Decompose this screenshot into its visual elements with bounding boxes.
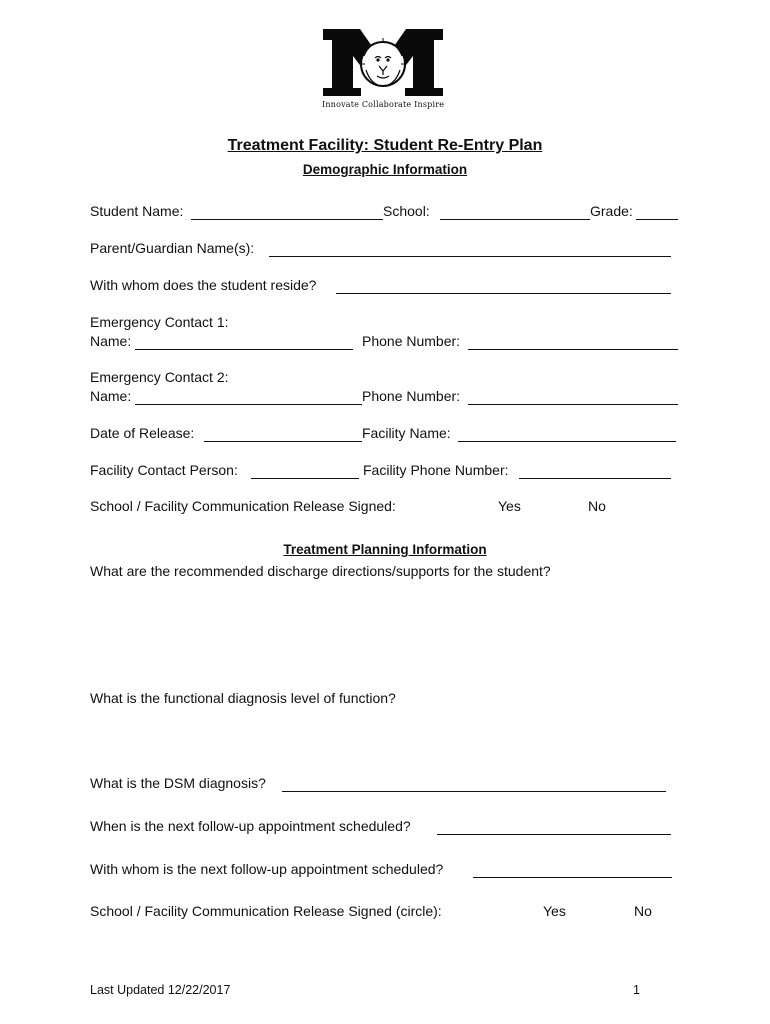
dsm-field[interactable] xyxy=(282,791,666,792)
emergency-contact-2-heading: Emergency Contact 2: xyxy=(90,369,229,385)
date-of-release-field[interactable] xyxy=(204,441,362,442)
grade-field[interactable] xyxy=(636,219,678,220)
emergency-contact-1-name-label: Name: xyxy=(90,333,132,349)
school-logo xyxy=(320,26,446,112)
facility-name-label: Facility Name: xyxy=(362,425,451,441)
emergency-contact-2-phone-label: Phone Number: xyxy=(362,388,461,404)
emergency-contact-2-name-label: Name: xyxy=(90,388,132,404)
question-discharge: What are the recommended discharge directions/supports for the student? xyxy=(90,563,551,579)
emergency-contact-2-phone-field[interactable] xyxy=(468,404,678,405)
page-number: 1 xyxy=(633,983,640,997)
grade-label: Grade: xyxy=(590,203,633,219)
student-name-field[interactable] xyxy=(191,219,383,220)
facility-phone-field[interactable] xyxy=(519,478,671,479)
emergency-contact-1-phone-field[interactable] xyxy=(468,349,678,350)
emergency-contact-1-name-field[interactable] xyxy=(135,349,353,350)
followup-whom-field[interactable] xyxy=(473,877,672,878)
release-signed-label: School / Facility Communication Release Signed: xyxy=(90,498,396,514)
release-circle-yes[interactable]: Yes xyxy=(543,903,566,919)
question-dsm: What is the DSM diagnosis? xyxy=(90,775,266,791)
question-followup-when: When is the next follow-up appointment scheduled? xyxy=(90,818,411,834)
release-circle-no[interactable]: No xyxy=(634,903,652,919)
facility-contact-field[interactable] xyxy=(251,478,359,479)
followup-when-field[interactable] xyxy=(437,834,671,835)
parent-guardian-label: Parent/Guardian Name(s): xyxy=(90,240,255,256)
section-title-demographic: Demographic Information xyxy=(302,162,468,177)
facility-phone-label: Facility Phone Number: xyxy=(363,462,509,478)
question-followup-whom: With whom is the next follow-up appointment scheduled? xyxy=(90,861,444,877)
release-signed-no[interactable]: No xyxy=(588,498,606,514)
parent-guardian-field[interactable] xyxy=(269,256,671,257)
facility-name-field[interactable] xyxy=(458,441,676,442)
student-name-label: Student Name: xyxy=(90,203,184,219)
logo-tagline: Innovate Collaborate Inspire xyxy=(322,100,445,109)
emergency-contact-1-phone-label: Phone Number: xyxy=(362,333,461,349)
school-field[interactable] xyxy=(440,219,590,220)
reside-label: With whom does the student reside? xyxy=(90,277,317,293)
section-title-treatment: Treatment Planning Information xyxy=(283,542,487,557)
date-of-release-label: Date of Release: xyxy=(90,425,195,441)
emergency-contact-2-name-field[interactable] xyxy=(135,404,362,405)
reside-field[interactable] xyxy=(336,293,671,294)
release-circle-label: School / Facility Communication Release Signed (circle): xyxy=(90,903,442,919)
school-label: School: xyxy=(383,203,430,219)
emergency-contact-1-heading: Emergency Contact 1: xyxy=(90,314,229,330)
answer-area-discharge[interactable] xyxy=(90,585,680,685)
page-title: Treatment Facility: Student Re-Entry Plan xyxy=(227,137,543,154)
facility-contact-label: Facility Contact Person: xyxy=(90,462,238,478)
last-updated: Last Updated 12/22/2017 xyxy=(90,983,231,997)
release-signed-yes[interactable]: Yes xyxy=(498,498,521,514)
answer-area-functional[interactable] xyxy=(90,712,680,772)
question-functional: What is the functional diagnosis level of function? xyxy=(90,690,396,706)
